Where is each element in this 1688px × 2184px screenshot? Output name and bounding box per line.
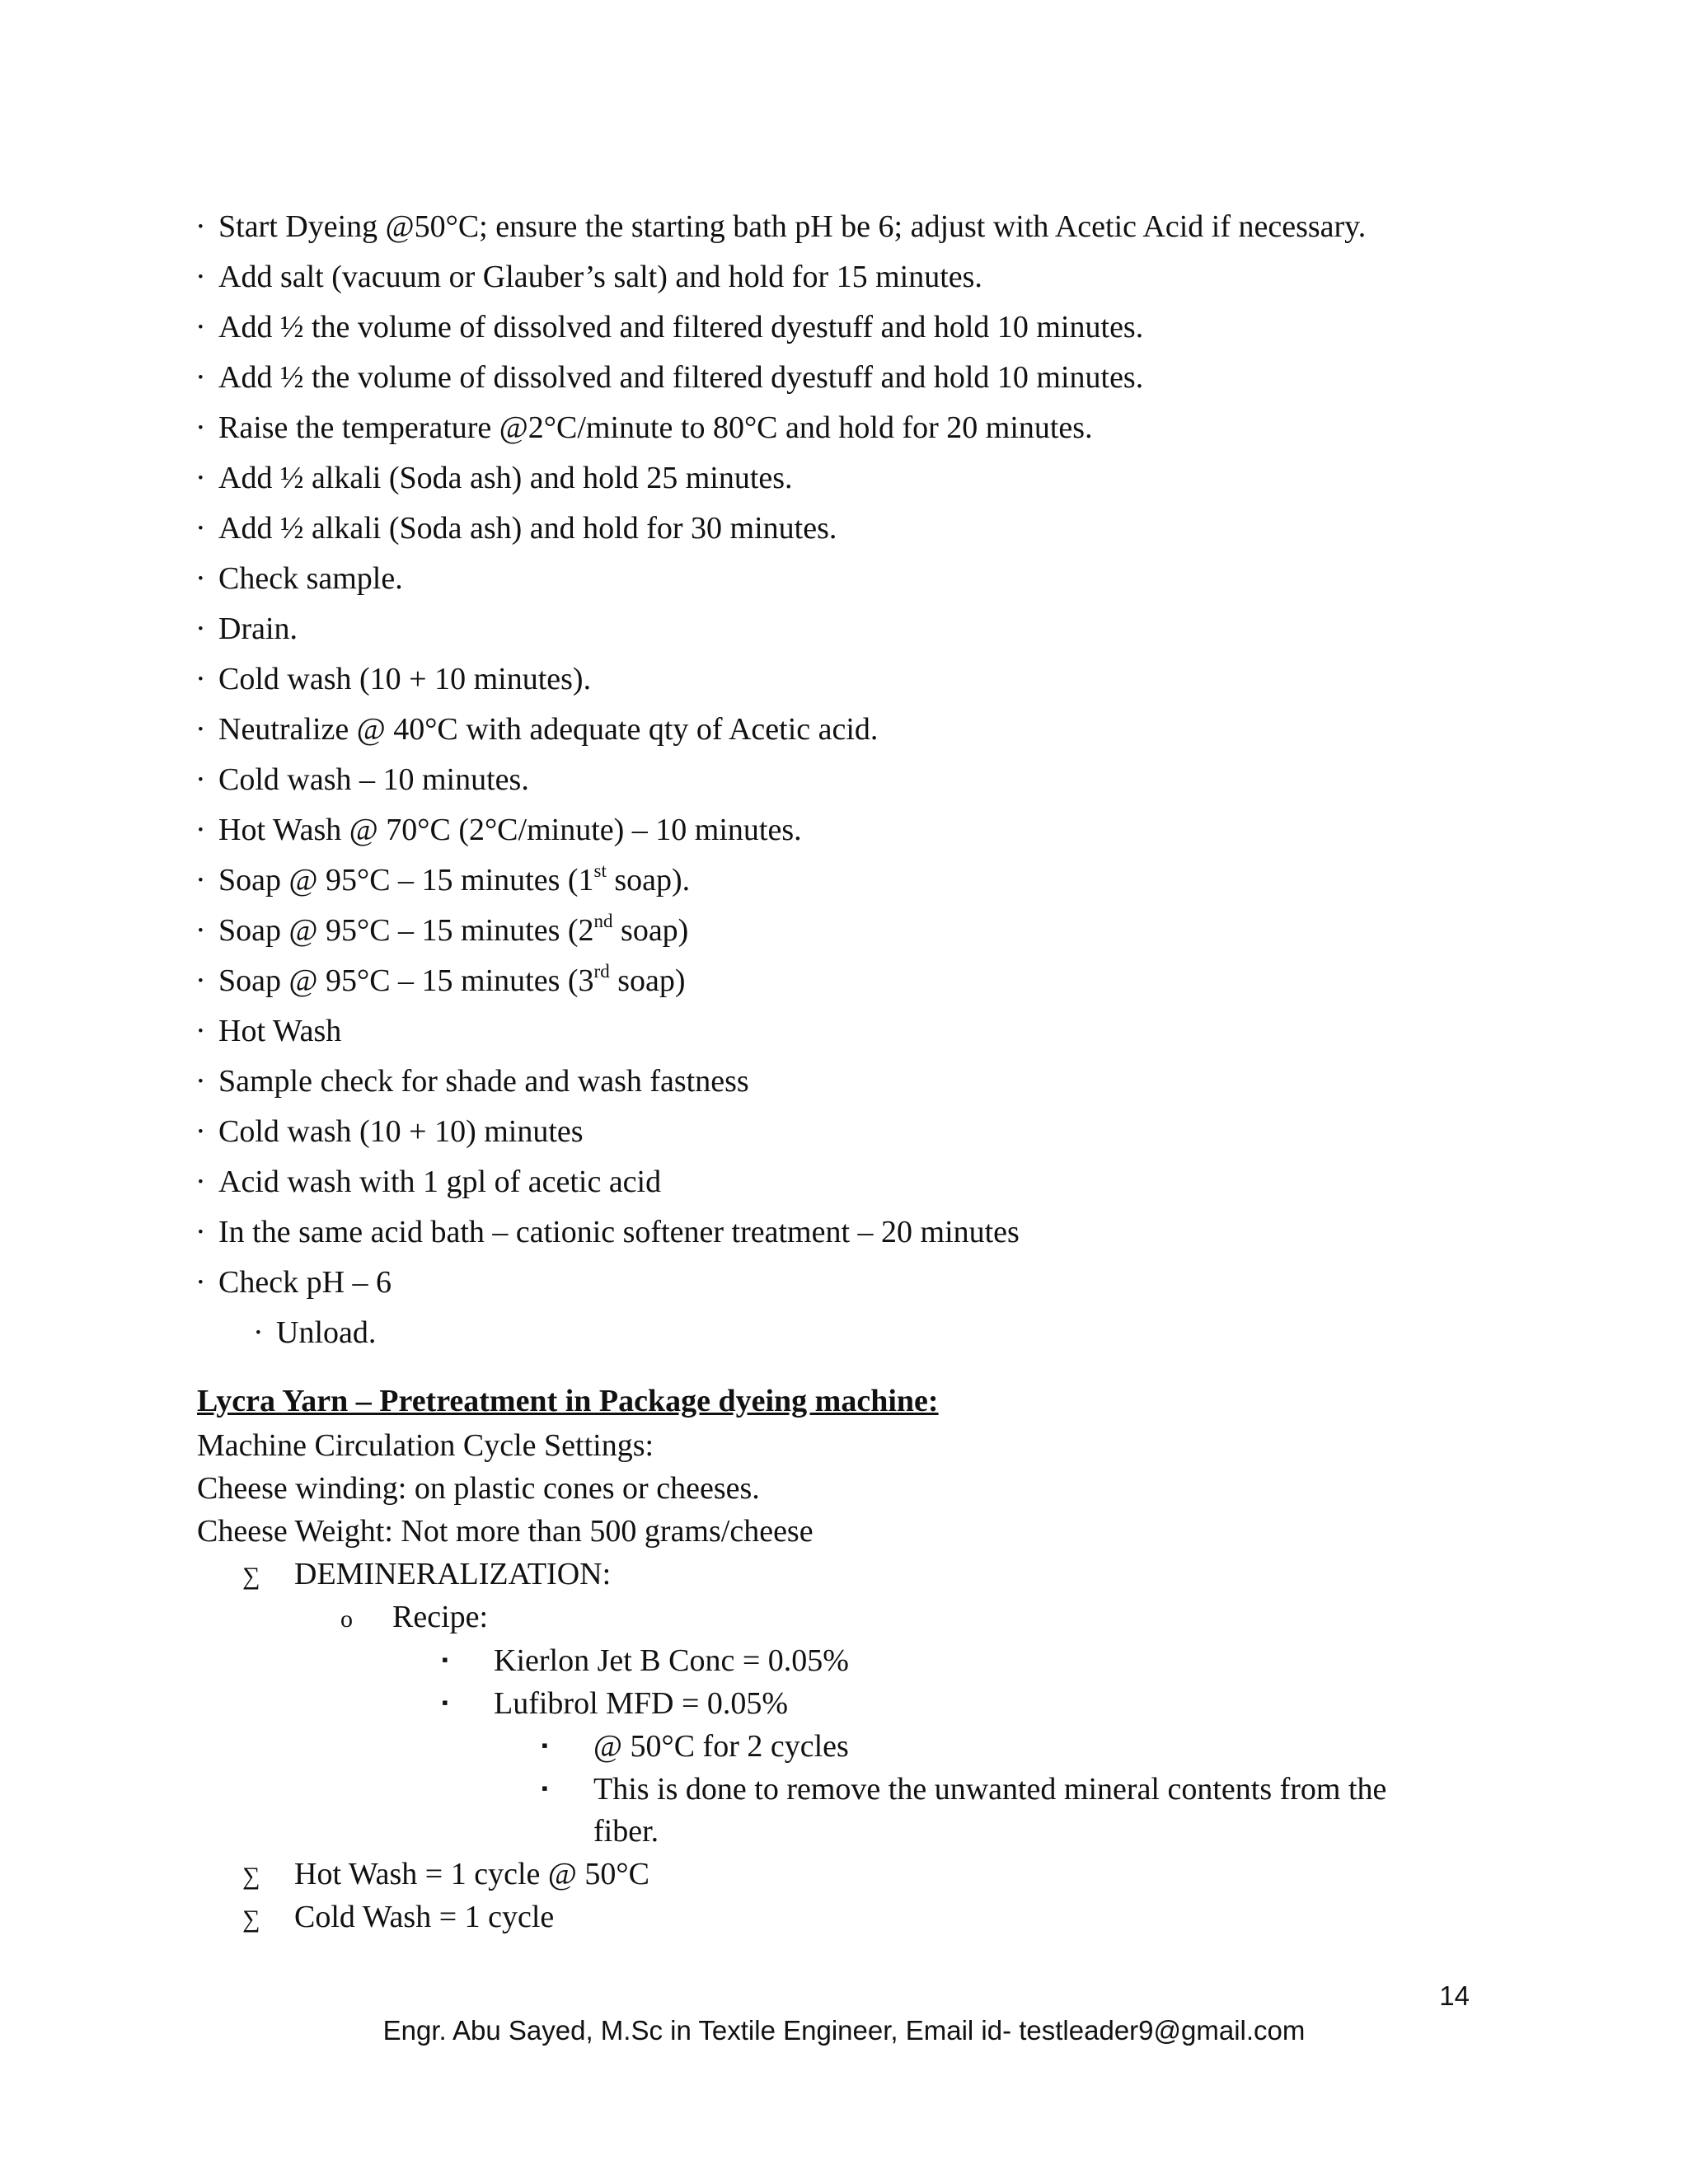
bullet-dot: · (195, 913, 206, 948)
step-item (195, 1006, 1514, 1057)
step-item (195, 1057, 1514, 1107)
step-text: soap) (609, 963, 686, 998)
step-text: Add ½ the volume of dissolved and filtered dyestuff and hold 10 minutes. (218, 310, 1144, 344)
bullet-dot: · (195, 1014, 206, 1048)
bullet-dot: · (195, 1265, 206, 1300)
bullet-dot: · (195, 712, 206, 747)
page-number: 14 (1439, 1980, 1470, 2011)
step-item (195, 1157, 1514, 1207)
step-item (195, 755, 1514, 805)
recipe-ingredient (197, 1681, 1516, 1724)
step-text: Hot Wash (218, 1014, 342, 1048)
recipe-purpose-continued: fiber. (593, 1814, 659, 1849)
bullet-dot: · (195, 1064, 206, 1099)
dyeing-steps-list (195, 202, 1514, 1358)
bullet-dot: · (195, 612, 206, 646)
sigma-bullet-icon: ∑ (242, 1563, 260, 1590)
lycra-pretreatment-section (197, 1378, 1516, 1938)
step-item (195, 1107, 1514, 1157)
cheese-winding-line: Cheese winding: on plastic cones or cheeses. (197, 1471, 760, 1506)
bullet-dot: · (195, 963, 206, 998)
ingredient-text: Lufibrol MFD = 0.05% (494, 1686, 789, 1721)
step-text: Add ½ alkali (Soda ash) and hold 25 minutes. (218, 461, 793, 495)
step-item (195, 554, 1514, 604)
step-text: Start Dyeing @50°C; ensure the starting bath pH be 6; adjust with Acetic Acid if necessary. (218, 209, 1367, 244)
ordinal-suffix: st (593, 860, 607, 881)
sigma-bullet-icon: ∑ (242, 1905, 260, 1933)
step-text: Cold wash (10 + 10) minutes (218, 1114, 584, 1149)
bullet-dot: · (195, 511, 206, 546)
recipe-condition (197, 1724, 1516, 1767)
bullet-dot: · (195, 260, 206, 294)
step-item (195, 1308, 1514, 1358)
recipe-item (197, 1596, 1516, 1638)
circle-bullet-icon: o (340, 1605, 353, 1633)
bullet-dot: · (195, 561, 206, 596)
bullet-dot: · (195, 461, 206, 495)
purpose-text: This is done to remove the unwanted mineral contents from the (593, 1772, 1387, 1807)
hot-wash-text: Hot Wash = 1 cycle @ 50°C (294, 1857, 649, 1891)
demineralization-label: DEMINERALIZATION: (294, 1557, 612, 1591)
step-item (195, 956, 1514, 1006)
cheese-weight-line: Cheese Weight: Not more than 500 grams/cheese (197, 1514, 814, 1549)
bullet-dot: · (195, 863, 206, 898)
step-item (195, 252, 1514, 302)
bullet-dot: · (253, 1315, 264, 1350)
step-item (195, 202, 1514, 252)
step-item (195, 1258, 1514, 1308)
step-text: Soap @ 95°C – 15 minutes (1 (218, 863, 594, 898)
step-item (195, 353, 1514, 403)
step-text: Cold wash – 10 minutes. (218, 762, 529, 797)
recipe-ingredient (197, 1638, 1516, 1681)
step-text: Acid wash with 1 gpl of acetic acid (218, 1165, 662, 1199)
step-text: Neutralize @ 40°C with adequate qty of Acetic acid. (218, 712, 879, 747)
step-text: Check pH – 6 (218, 1265, 392, 1300)
step-item (195, 654, 1514, 705)
sigma-bullet-icon: ∑ (242, 1863, 260, 1890)
bullet-dot: · (195, 209, 206, 244)
step-item (195, 805, 1514, 855)
ordinal-suffix: rd (593, 961, 610, 982)
step-text: soap). (606, 863, 691, 898)
step-item (195, 453, 1514, 504)
step-text: Hot Wash @ 70°C (2°C/minute) – 10 minutes. (218, 813, 802, 847)
condition-text: @ 50°C for 2 cycles (593, 1729, 849, 1764)
ingredient-text: Kierlon Jet B Conc = 0.05% (494, 1643, 849, 1678)
step-text: Drain. (218, 612, 298, 646)
step-text: Soap @ 95°C – 15 minutes (2 (218, 913, 594, 948)
square-bullet-icon: ▪ (542, 1778, 548, 1798)
machine-settings-line: Machine Circulation Cycle Settings: (197, 1428, 654, 1463)
step-text: Unload. (276, 1315, 377, 1350)
step-item (195, 1207, 1514, 1258)
step-text: Soap @ 95°C – 15 minutes (3 (218, 963, 594, 998)
step-text: Sample check for shade and wash fastness (218, 1064, 749, 1099)
bullet-dot: · (195, 813, 206, 847)
recipe-purpose (197, 1767, 1516, 1810)
step-text: Check sample. (218, 561, 403, 596)
step-text: Add ½ the volume of dissolved and filtered dyestuff and hold 10 minutes. (218, 360, 1144, 395)
cold-wash-item (197, 1896, 1516, 1938)
hot-wash-item (197, 1853, 1516, 1896)
step-item (195, 906, 1514, 956)
step-text: Add ½ alkali (Soda ash) and hold for 30 minutes. (218, 511, 837, 546)
demineralization-item (197, 1553, 1516, 1596)
section-heading: Lycra Yarn – Pretreatment in Package dyeing machine: (197, 1384, 939, 1418)
step-item (195, 504, 1514, 554)
step-text: soap) (612, 913, 689, 948)
step-text: Add salt (vacuum or Glauber’s salt) and hold for 15 minutes. (218, 260, 982, 294)
step-item (195, 705, 1514, 755)
bullet-dot: · (195, 662, 206, 696)
bullet-dot: · (195, 410, 206, 445)
bullet-dot: · (195, 762, 206, 797)
bullet-dot: · (195, 360, 206, 395)
square-bullet-icon: ▪ (442, 1649, 448, 1670)
cold-wash-text: Cold Wash = 1 cycle (294, 1900, 555, 1934)
step-item (195, 302, 1514, 353)
page-footer: Engr. Abu Sayed, M.Sc in Textile Engineer, Email id- testleader9@gmail.com (382, 2015, 1306, 2046)
step-item (195, 855, 1514, 906)
step-item (195, 403, 1514, 453)
ordinal-suffix: nd (593, 911, 613, 931)
bullet-dot: · (195, 1114, 206, 1149)
step-text: Cold wash (10 + 10 minutes). (218, 662, 592, 696)
step-text: Raise the temperature @2°C/minute to 80°C and hold for 20 minutes. (218, 410, 1093, 445)
step-item (195, 604, 1514, 654)
bullet-dot: · (195, 310, 206, 344)
bullet-dot: · (195, 1165, 206, 1199)
bullet-dot: · (195, 1215, 206, 1249)
square-bullet-icon: ▪ (442, 1692, 448, 1713)
square-bullet-icon: ▪ (542, 1735, 548, 1755)
step-text: In the same acid bath – cationic softener treatment – 20 minutes (218, 1215, 1020, 1249)
recipe-label: Recipe: (392, 1600, 489, 1634)
